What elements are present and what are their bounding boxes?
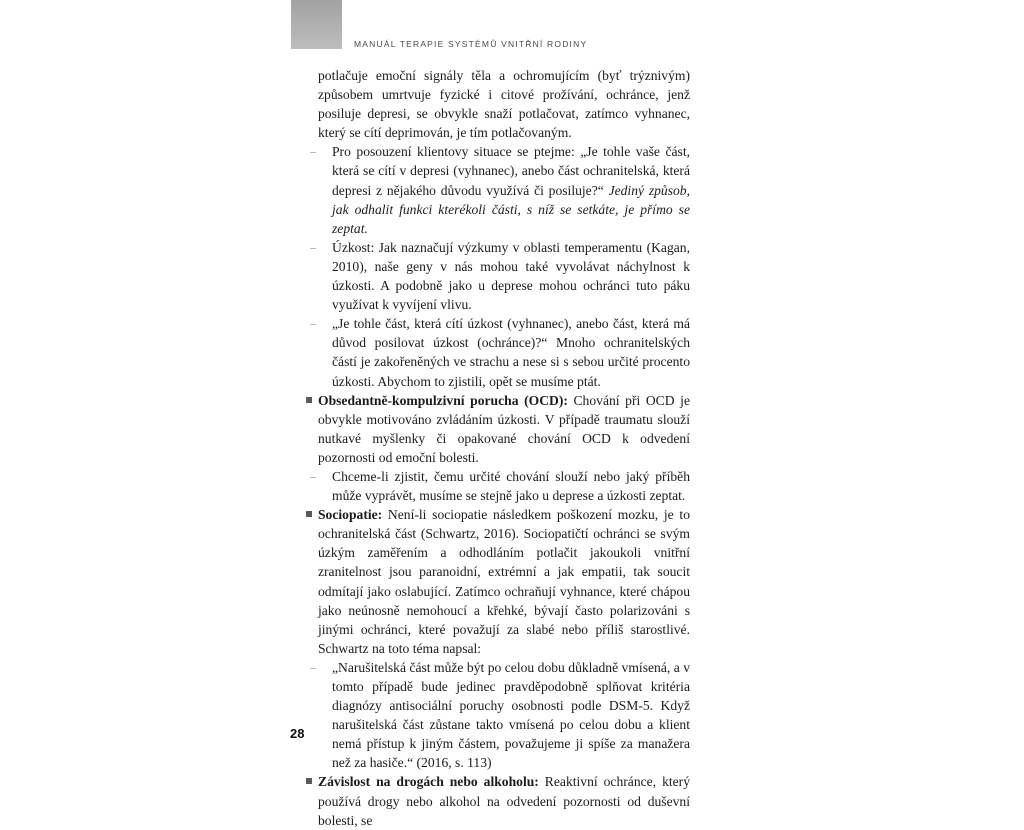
section-term: Závislost na drogách nebo alkoholu: bbox=[318, 774, 539, 790]
section-text: Chování při OCD je obvykle motivováno zvládáním úzkosti. V případě traumatu slouží nutkavé myšlenky či opakované chování OCD k odvedení pozornosti od emoční bolesti. bbox=[318, 392, 690, 465]
header-corner-block bbox=[291, 0, 342, 49]
depression-question-item bbox=[310, 142, 690, 237]
list-item-text: „Je tohle část, která cítí úzkost (vyhnanec), anebo část, která má důvod posilovat úzkost (ochránce)?“ Mnoho ochranitelských částí je zakořeněných ve strachu a nese si s sebou určité procento úzkosti. Abychom to zjistili, opět se musíme ptát. bbox=[332, 316, 690, 389]
section-text: Není-li sociopatie následkem poškození mozku, je to ochranitelská část (Schwartz, 2016). Sociopatičtí ochránci se svým úzkým zaměřením a odhodláním potlačit jakoukoli vnitřní zranitelnost jsou paranoidní, extrémní a jak empatii, tak soucit odmítají jako oslabující. Zatímco ochraňují vyhnance, které chápou jako neúnosně nemohoucí a křehké, bývají často polarizováni s jinými ochránci, které považují za slabé nebo příliš starostlivé. Schwartz na toto téma napsal: bbox=[318, 507, 690, 656]
emphasis-text: Jediný způsob, jak odhalit funkci kterékoli části, s níž se setkáte, je přímo se zeptat. bbox=[332, 182, 690, 236]
anxiety-question-item bbox=[310, 314, 690, 390]
square-bullet-icon bbox=[306, 397, 312, 403]
dash-marker: – bbox=[310, 316, 316, 331]
page-number: 28 bbox=[290, 726, 305, 741]
ocd-subitem bbox=[310, 467, 690, 505]
dash-marker: – bbox=[310, 468, 316, 483]
anxiety-item bbox=[310, 238, 690, 314]
square-bullet-icon bbox=[306, 511, 312, 517]
ocd-section bbox=[318, 391, 690, 467]
section-term: Obsedantně-kompulzivní porucha (OCD): bbox=[318, 392, 568, 408]
intro-paragraph: potlačuje emoční signály těla a ochromujícím (byť trýznivým) způsobem umrtvuje fyzické i citové prožívání, ochránce, jenž posiluje depresi, se obvykle snaží potlačovat, zatímco vyhnanec, který se cítí deprimován, je tím potlačovaným. bbox=[318, 68, 690, 141]
square-bullet-icon bbox=[306, 778, 312, 784]
addiction-section bbox=[318, 772, 690, 829]
section-text: Reaktivní ochránce, který používá drogy nebo alkohol na odvedení pozornosti od duševní bolesti, se bbox=[318, 774, 690, 828]
section-term: Sociopatie: bbox=[318, 507, 383, 523]
sociopathy-section bbox=[318, 505, 690, 658]
dash-marker: – bbox=[310, 144, 316, 159]
list-item-text: Chceme-li zjistit, čemu určité chování slouží nebo jaký příběh může vyprávět, musíme se stejně jako u deprese a úzkosti zeptat. bbox=[332, 468, 690, 504]
running-header: MANUÁL TERAPIE SYSTÉMŮ VNITŘNÍ RODINY bbox=[354, 39, 588, 49]
dash-marker: – bbox=[310, 239, 316, 254]
schwartz-quote bbox=[310, 658, 690, 773]
list-item-text: Úzkost: Jak naznačují výzkumy v oblasti temperamentu (Kagan, 2010), naše geny v nás mohou také vyvolávat náchylnost k úzkosti. A podobně jako u deprese mohou ochránci tuto páku využívat k vyvíjení vlivu. bbox=[332, 239, 690, 313]
dash-marker: – bbox=[310, 659, 316, 674]
page-body bbox=[310, 66, 690, 830]
list-item-text: Pro posouzení klientovy situace se ptejme: „Je tohle vaše část, která se cítí v depresi (vyhnanec), anebo část ochranitelská, která depresi z nějakého důvodu využívá či posiluje?“ bbox=[332, 144, 690, 198]
quote-text: „Narušitelská část může být po celou dobu důkladně vmísená, a v tomto případě bude jedinec pravděpodobně splňovat kritéria diagnózy antisociální poruchy osobnosti podle DSM-5. Když narušitelská část zůstane takto vmísená po celou dobu a klient nemá přístup k jiným částem, považujeme ji spíše za manažera než za hasiče.“ (2016, s. 113) bbox=[332, 659, 690, 771]
